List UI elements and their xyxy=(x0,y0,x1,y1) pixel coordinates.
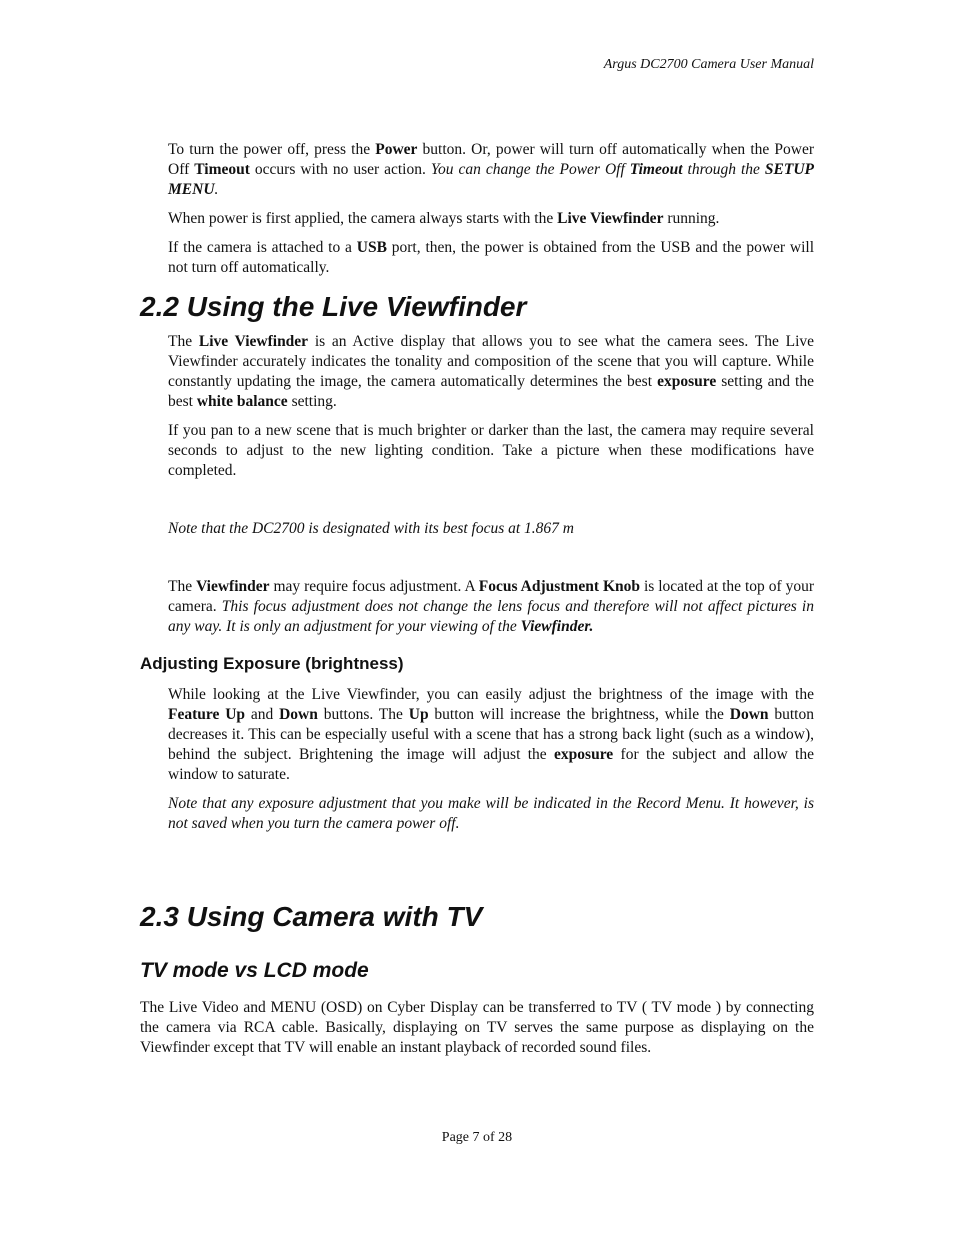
exposure-paragraph: While looking at the Live Viewfinder, you can easily adjust the brightness of the image with the Feature Up and Down buttons. The Up button will increase the brightness, while the Down button decreases it. This can be especially useful with a scene that has a strong back light (such as a window), behind the subject. Brightening the image will adjust the exposure for the subject and allow the window to saturate. xyxy=(168,686,814,783)
subheading-tv-mode: TV mode vs LCD mode xyxy=(140,959,369,982)
intro-paragraph-startup: When power is first applied, the camera always starts with the Live Viewfinder running. xyxy=(168,210,720,227)
exposure-body xyxy=(168,685,814,834)
section-heading-2-2: 2.2 Using the Live Viewfinder xyxy=(140,291,527,322)
intro-paragraph-power-off: To turn the power off, press the Power button. Or, power will turn off automatically when the Power Off Timeout occurs with no user action. You can change the Power Off Timeout through the SETUP MENU. xyxy=(168,141,815,198)
live-viewfinder-paragraph: The Live Viewfinder is an Active display that allows you to see what the camera sees. The Live Viewfinder accurately indicates the tonality and composition of the scene that you will capture. While constantly updating the image, the camera automatically determines the best exposure setting and the best white balance setting. xyxy=(168,333,815,410)
section-heading-2-3: 2.3 Using Camera with TV xyxy=(140,901,483,932)
intro-block xyxy=(168,140,814,278)
focus-note: Note that the DC2700 is designated with its best focus at 1.867 m xyxy=(168,520,575,537)
pan-scene-paragraph: If you pan to a new scene that is much brighter or darker than the last, the camera may require several seconds to adjust to the new lighting condition. Take a picture when these modifications have completed. xyxy=(168,422,814,479)
subheading-adjusting-exposure: Adjusting Exposure (brightness) xyxy=(140,654,404,673)
page-number: Page 7 of 28 xyxy=(441,1130,513,1145)
page-content xyxy=(140,140,814,1067)
tv-mode-paragraph: The Live Video and MENU (OSD) on Cyber Display can be transferred to TV ( TV mode ) by connecting the camera via RCA cable. Basically, displaying on TV serves the same purpose as displaying on the Viewfinder except that TV will enable an instant playback of recorded sound files. xyxy=(140,999,814,1056)
focus-adjustment-paragraph: The Viewfinder may require focus adjustment. A Focus Adjustment Knob is located at the top of your camera. This focus adjustment does not change the lens focus and therefore will not affect pictures in any way. It is only an adjustment for your viewing of the Viewfinder. xyxy=(168,578,815,635)
exposure-note: Note that any exposure adjustment that you make will be indicated in the Record Menu. It however, is not saved when you turn the camera power off. xyxy=(168,795,814,832)
intro-paragraph-usb: If the camera is attached to a USB port, then, the power is obtained from the USB and the power will not turn off automatically. xyxy=(168,239,815,276)
section-2-2-body xyxy=(168,332,814,637)
running-header: Argus DC2700 Camera User Manual xyxy=(603,57,814,72)
